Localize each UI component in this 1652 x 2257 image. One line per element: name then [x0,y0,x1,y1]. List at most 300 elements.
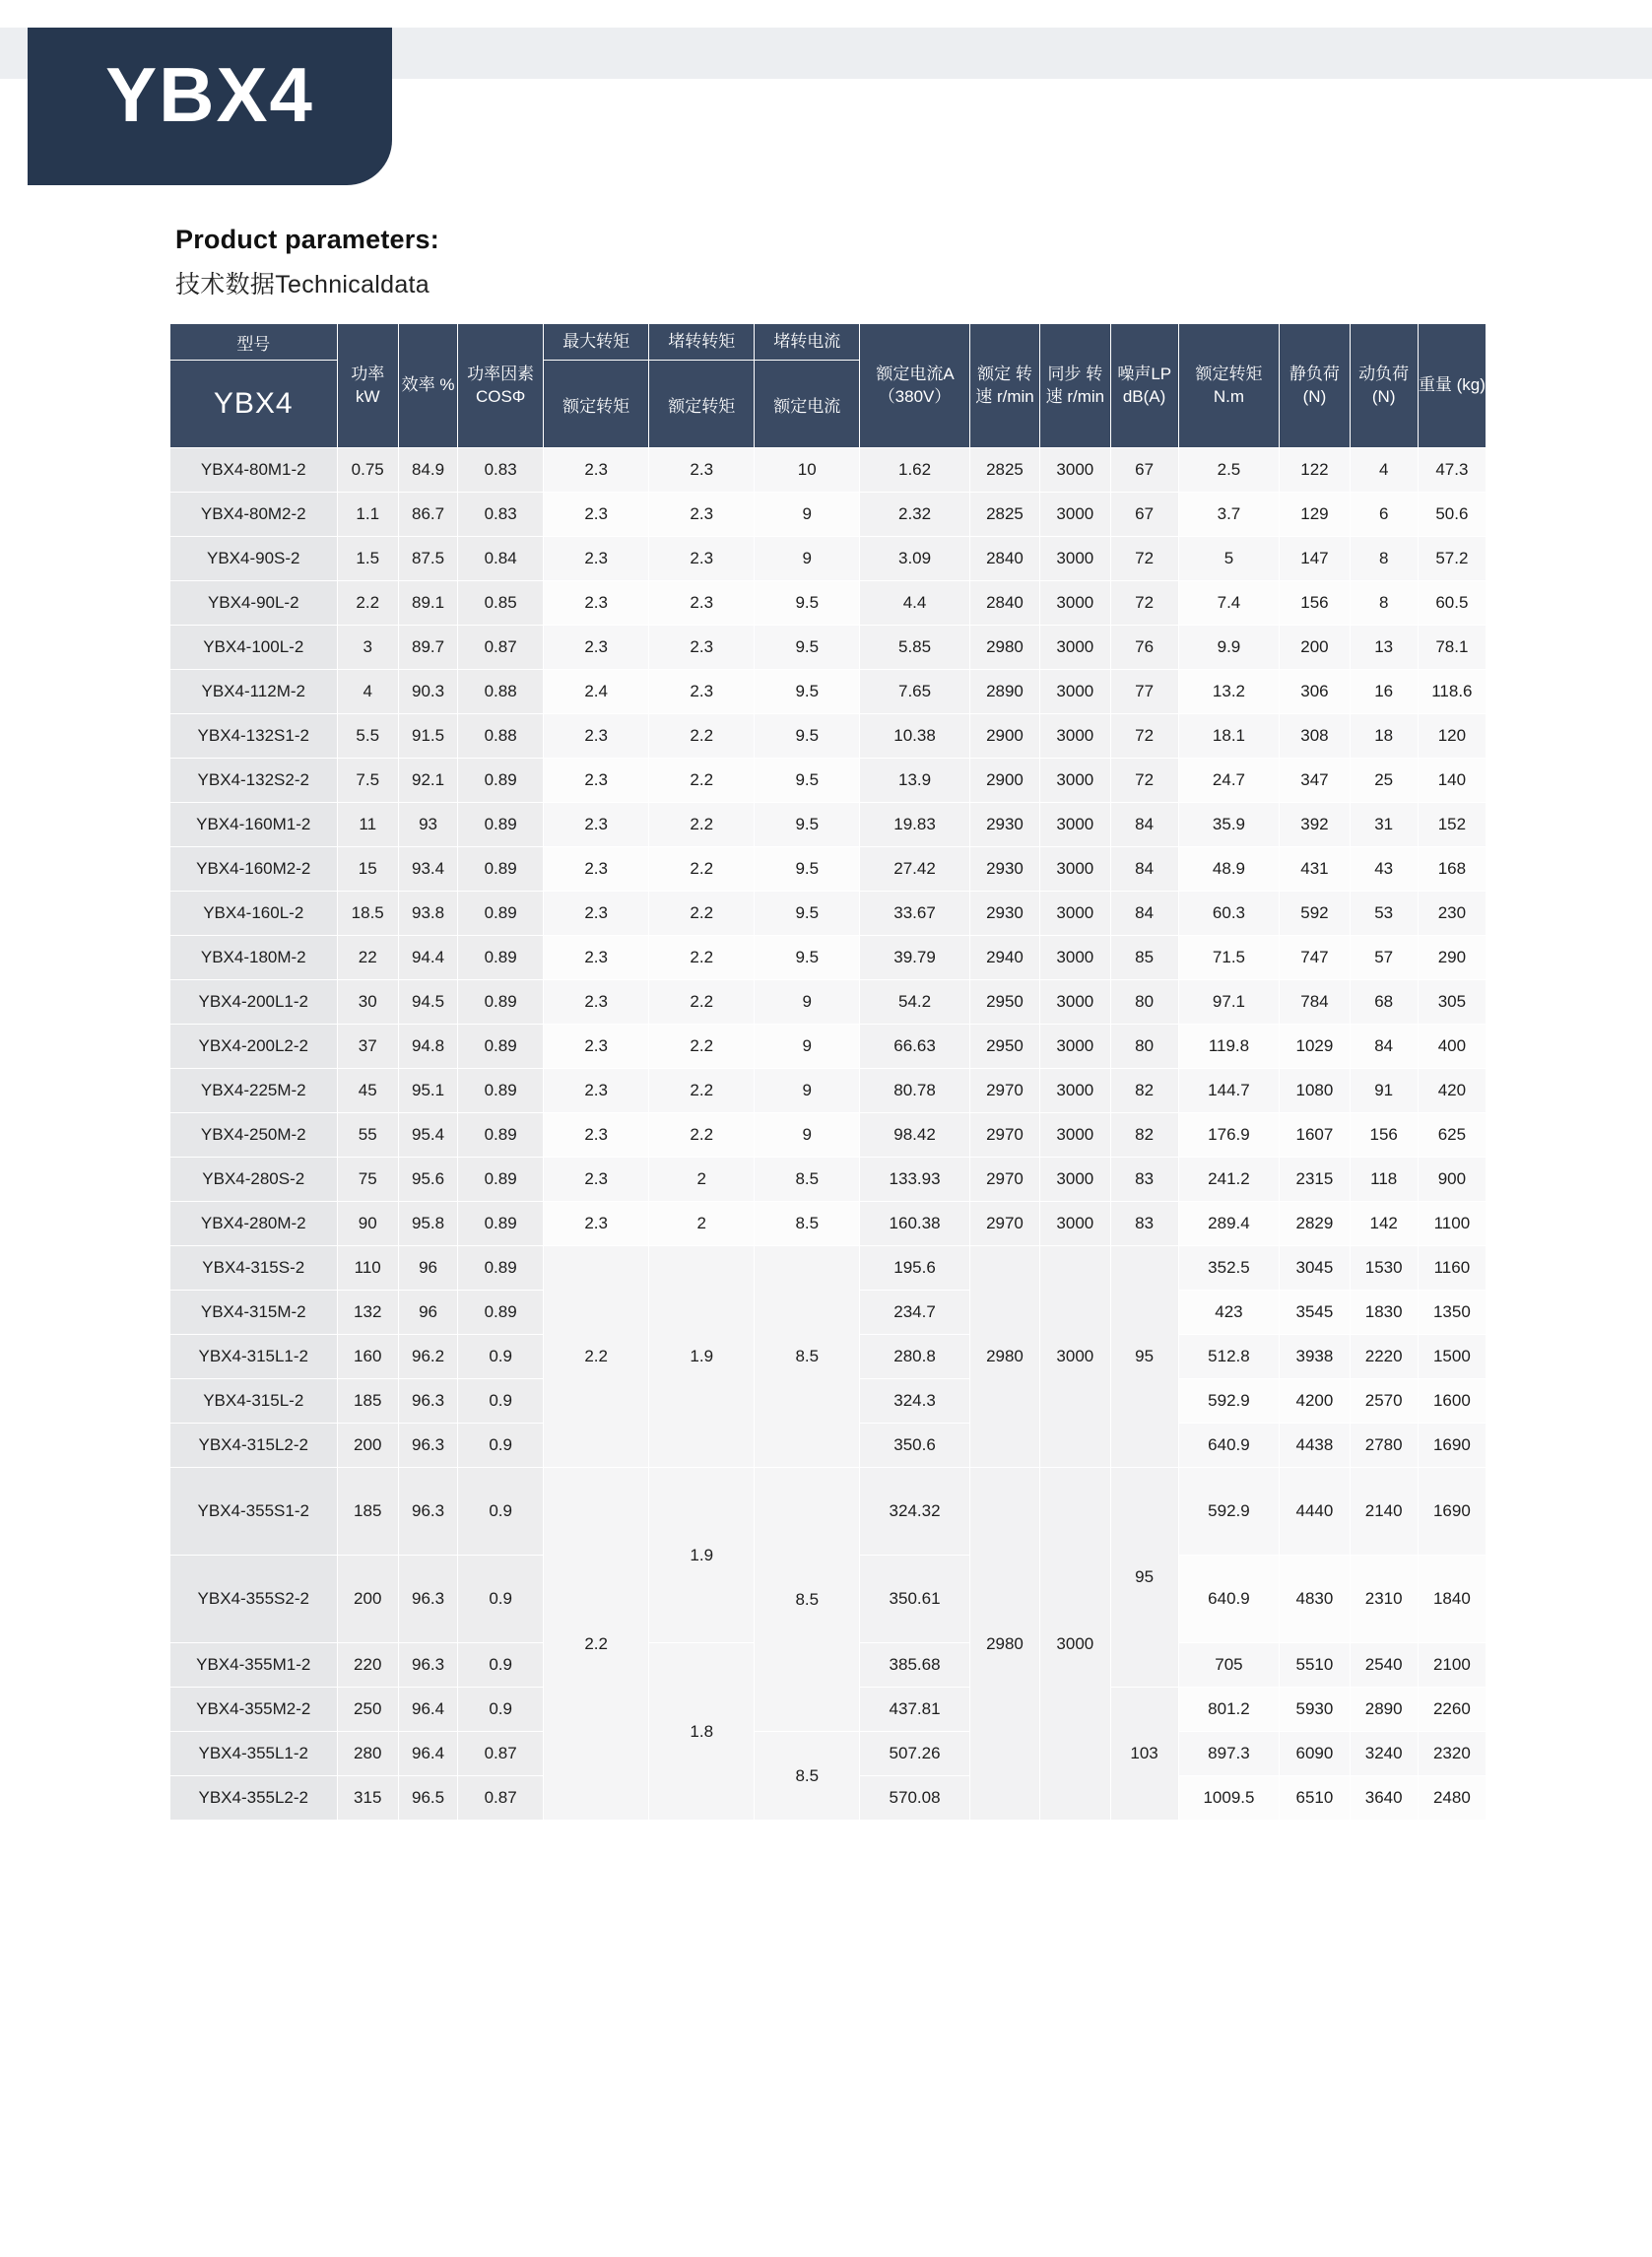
header-power-line2: kW [355,386,380,406]
cell-rpm: 2900 [969,759,1039,803]
cell-syn: 3000 [1040,581,1110,626]
cell-cos: 0.9 [458,1556,544,1643]
cell-dyn: 3640 [1350,1776,1418,1821]
cell-amp: 133.93 [860,1158,970,1202]
table-row [170,759,1487,803]
cell-tmax: 2.3 [544,847,649,892]
table-row [170,714,1487,759]
cell-syn: 3000 [1040,1202,1110,1246]
cell-eff: 89.7 [398,626,457,670]
cell-ilock: 9.5 [755,626,860,670]
cell-model: YBX4-355L1-2 [170,1732,338,1776]
cell-db: 72 [1110,581,1178,626]
cell-nm: 48.9 [1178,847,1280,892]
cell-syn: 3000 [1040,1158,1110,1202]
cell-model: YBX4-112M-2 [170,670,338,714]
header-weight-line2: (kg) [1456,375,1486,395]
cell-tlock-group-top: 1.9 [649,1468,755,1643]
cell-cos: 0.88 [458,670,544,714]
cell-wt: 47.3 [1418,448,1486,493]
cell-amp: 39.79 [860,936,970,980]
cell-amp: 570.08 [860,1776,970,1821]
cell-cos: 0.89 [458,936,544,980]
cell-stat: 2829 [1280,1202,1350,1246]
cell-amp: 437.81 [860,1688,970,1732]
cell-wt: 305 [1418,980,1486,1025]
cell-model: YBX4-225M-2 [170,1069,338,1113]
cell-nm: 13.2 [1178,670,1280,714]
cell-amp: 160.38 [860,1202,970,1246]
table-row [170,537,1487,581]
cell-kw: 5.5 [337,714,398,759]
cell-nm: 35.9 [1178,803,1280,847]
cell-dyn: 1530 [1350,1246,1418,1291]
cell-tmax: 2.3 [544,626,649,670]
cell-eff: 89.1 [398,581,457,626]
cell-stat: 784 [1280,980,1350,1025]
cell-model: YBX4-315L2-2 [170,1424,338,1468]
header-sync-speed-line2: 转速 [1045,364,1103,406]
cell-kw: 37 [337,1025,398,1069]
cell-model: YBX4-315L1-2 [170,1335,338,1379]
cell-stat: 129 [1280,493,1350,537]
cell-nm: 2.5 [1178,448,1280,493]
cell-syn-group: 3000 [1040,1468,1110,1821]
header-noise-line2: dB(A) [1122,386,1166,406]
cell-kw: 90 [337,1202,398,1246]
cell-db: 84 [1110,892,1178,936]
cell-eff: 96.2 [398,1335,457,1379]
cell-dyn: 31 [1350,803,1418,847]
cell-db: 77 [1110,670,1178,714]
cell-kw: 160 [337,1335,398,1379]
cell-amp: 54.2 [860,980,970,1025]
cell-tmax: 2.3 [544,581,649,626]
cell-amp: 33.67 [860,892,970,936]
spec-table-body [170,448,1487,1821]
cell-tmax: 2.3 [544,448,649,493]
cell-eff: 87.5 [398,537,457,581]
cell-db-group-top: 95 [1110,1468,1178,1688]
cell-tlock: 2.2 [649,1113,755,1158]
cell-amp-top: 324.32 [860,1468,970,1556]
cell-cos: 0.89 [458,759,544,803]
cell-tmax: 2.3 [544,759,649,803]
cell-syn: 3000 [1040,892,1110,936]
cell-dyn: 142 [1350,1202,1418,1246]
cell-dyn: 1830 [1350,1291,1418,1335]
cell-dyn: 84 [1350,1025,1418,1069]
cell-ilock: 9.5 [755,847,860,892]
cell-nm: 3.7 [1178,493,1280,537]
cell-cos: 0.9 [458,1643,544,1688]
cell-dyn: 2570 [1350,1379,1418,1424]
cell-eff: 91.5 [398,714,457,759]
table-row [170,1732,1487,1776]
cell-rpm: 2890 [969,670,1039,714]
cell-amp: 3.09 [860,537,970,581]
header-max-torque-sub: 额定转矩 [544,361,649,448]
cell-db: 72 [1110,759,1178,803]
cell-wt: 120 [1418,714,1486,759]
cell-ilock: 10 [755,448,860,493]
cell-tlock: 2.2 [649,803,755,847]
cell-kw: 3 [337,626,398,670]
cell-eff: 92.1 [398,759,457,803]
table-row [170,1202,1487,1246]
cell-tlock: 2.2 [649,1025,755,1069]
table-row [170,936,1487,980]
table-row [170,493,1487,537]
cell-tmax-group: 2.2 [544,1468,649,1821]
cell-cos: 0.89 [458,980,544,1025]
cell-kw: 200 [337,1556,398,1643]
cell-cos: 0.9 [458,1379,544,1424]
cell-dyn: 118 [1350,1158,1418,1202]
cell-syn-group: 3000 [1040,1246,1110,1468]
cell-amp: 234.7 [860,1291,970,1335]
cell-stat: 5930 [1280,1688,1350,1732]
cell-rpm: 2840 [969,581,1039,626]
cell-syn: 3000 [1040,847,1110,892]
cell-model: YBX4-100L-2 [170,626,338,670]
cell-syn: 3000 [1040,1113,1110,1158]
cell-ilock: 9 [755,1025,860,1069]
cell-nm: 176.9 [1178,1113,1280,1158]
cell-stat: 2315 [1280,1158,1350,1202]
cell-nm: 18.1 [1178,714,1280,759]
cell-wt: 1690 [1418,1468,1486,1556]
cell-db: 84 [1110,847,1178,892]
cell-eff: 96 [398,1291,457,1335]
cell-model: YBX4-90L-2 [170,581,338,626]
cell-rpm: 2930 [969,892,1039,936]
cell-cos: 0.89 [458,1158,544,1202]
cell-syn: 3000 [1040,803,1110,847]
cell-tmax: 2.3 [544,1069,649,1113]
header-rated-current [860,324,970,448]
cell-nm: 640.9 [1178,1424,1280,1468]
cell-tmax: 2.3 [544,1202,649,1246]
cell-dyn: 2780 [1350,1424,1418,1468]
cell-wt: 2320 [1418,1732,1486,1776]
cell-amp: 324.3 [860,1379,970,1424]
cell-db: 72 [1110,537,1178,581]
cell-wt: 1500 [1418,1335,1486,1379]
cell-eff: 96.3 [398,1468,457,1556]
cell-eff: 96.4 [398,1732,457,1776]
cell-ilock: 9 [755,1113,860,1158]
cell-eff: 84.9 [398,448,457,493]
header-static-load-line2: (N) [1302,386,1327,406]
table-row [170,1158,1487,1202]
cell-tmax: 2.3 [544,803,649,847]
cell-syn: 3000 [1040,759,1110,803]
cell-nm: 5 [1178,537,1280,581]
cell-ilock: 9.5 [755,581,860,626]
cell-kw: 1.5 [337,537,398,581]
cell-eff: 96.3 [398,1643,457,1688]
header-locked-torque-sub: 额定转矩 [649,361,755,448]
cell-eff: 95.8 [398,1202,457,1246]
cell-cos: 0.84 [458,537,544,581]
cell-db: 76 [1110,626,1178,670]
cell-db: 72 [1110,714,1178,759]
cell-eff: 96.3 [398,1379,457,1424]
table-row [170,1113,1487,1158]
cell-wt: 1160 [1418,1246,1486,1291]
cell-cos: 0.83 [458,448,544,493]
cell-syn: 3000 [1040,1025,1110,1069]
header-model-top: 型号 [170,324,338,361]
header-dynamic-load-line2: (N) [1371,386,1396,406]
cell-stat: 3938 [1280,1335,1350,1379]
header-rated-current-line2: （380V） [878,386,952,406]
cell-dyn: 156 [1350,1113,1418,1158]
cell-rpm-group: 2980 [969,1246,1039,1468]
cell-kw: 280 [337,1732,398,1776]
cell-wt: 625 [1418,1113,1486,1158]
cell-nm: 71.5 [1178,936,1280,980]
cell-syn: 3000 [1040,936,1110,980]
cell-wt: 420 [1418,1069,1486,1113]
cell-eff: 94.4 [398,936,457,980]
cell-rpm: 2970 [969,1069,1039,1113]
cell-model: YBX4-160M2-2 [170,847,338,892]
cell-ilock: 9.5 [755,803,860,847]
cell-stat: 6090 [1280,1732,1350,1776]
cell-stat: 200 [1280,626,1350,670]
cell-nm: 423 [1178,1291,1280,1335]
header-efficiency-line1: 效率 [401,375,435,395]
cell-rpm: 2930 [969,847,1039,892]
page-title: Product parameters: [175,225,439,254]
cell-syn: 3000 [1040,448,1110,493]
header-noise [1110,324,1178,448]
spec-table-head [170,324,1487,448]
cell-stat: 1080 [1280,1069,1350,1113]
cell-ilock-group: 8.5 [755,1246,860,1468]
cell-wt: 50.6 [1418,493,1486,537]
cell-eff: 96.4 [398,1688,457,1732]
cell-tlock: 2.3 [649,670,755,714]
cell-db: 84 [1110,803,1178,847]
cell-kw: 30 [337,980,398,1025]
cell-stat: 1607 [1280,1113,1350,1158]
cell-tlock: 2 [649,1158,755,1202]
cell-cos: 0.9 [458,1424,544,1468]
cell-kw: 1.1 [337,493,398,537]
spec-table [169,323,1487,1821]
cell-ilock: 8.5 [755,1158,860,1202]
cell-tlock: 2.3 [649,448,755,493]
cell-dyn: 2140 [1350,1468,1418,1556]
table-row [170,1069,1487,1113]
cell-stat: 306 [1280,670,1350,714]
cell-nm: 352.5 [1178,1246,1280,1291]
cell-model: YBX4-355S1-2 [170,1468,338,1556]
cell-kw: 110 [337,1246,398,1291]
cell-cos: 0.9 [458,1688,544,1732]
cell-cos: 0.89 [458,1113,544,1158]
cell-tlock: 2.2 [649,847,755,892]
cell-rpm: 2900 [969,714,1039,759]
cell-db-group-bottom: 103 [1110,1688,1178,1821]
cell-wt: 2260 [1418,1688,1486,1732]
cell-kw: 0.75 [337,448,398,493]
cell-model: YBX4-80M1-2 [170,448,338,493]
cell-eff: 95.1 [398,1069,457,1113]
cell-kw: 200 [337,1424,398,1468]
cell-rpm-group: 2980 [969,1468,1039,1821]
cell-syn: 3000 [1040,714,1110,759]
cell-tlock: 2.2 [649,936,755,980]
cell-nm: 144.7 [1178,1069,1280,1113]
header-sync-speed [1040,324,1110,448]
page-subtitle: 技术数据Technicaldata [175,271,430,299]
cell-model: YBX4-315L-2 [170,1379,338,1424]
cell-tlock-group-bottom: 1.8 [649,1643,755,1821]
cell-stat: 3545 [1280,1291,1350,1335]
cell-eff: 96.5 [398,1776,457,1821]
cell-wt: 1840 [1418,1556,1486,1643]
cell-cos: 0.89 [458,1069,544,1113]
cell-tlock: 2.2 [649,714,755,759]
cell-db: 83 [1110,1158,1178,1202]
cell-eff: 93.8 [398,892,457,936]
cell-model: YBX4-250M-2 [170,1113,338,1158]
header-dynamic-load-line1: 动负荷 [1358,364,1410,383]
cell-model: YBX4-160L-2 [170,892,338,936]
cell-tmax-group: 2.2 [544,1246,649,1468]
cell-wt: 2100 [1418,1643,1486,1688]
cell-stat: 6510 [1280,1776,1350,1821]
cell-tmax: 2.3 [544,980,649,1025]
header-rated-speed [969,324,1039,448]
cell-tmax: 2.3 [544,1158,649,1202]
cell-rpm: 2950 [969,1025,1039,1069]
cell-kw: 185 [337,1379,398,1424]
cell-kw: 7.5 [337,759,398,803]
cell-stat: 5510 [1280,1643,1350,1688]
cell-kw: 315 [337,1776,398,1821]
cell-tlock: 2.2 [649,1069,755,1113]
header-dynamic-load [1350,324,1418,448]
cell-tmax: 2.4 [544,670,649,714]
header-locked-torque-title: 堵转转矩 [649,324,755,361]
cell-syn: 3000 [1040,537,1110,581]
cell-dyn: 68 [1350,980,1418,1025]
cell-eff: 86.7 [398,493,457,537]
cell-dyn: 2310 [1350,1556,1418,1643]
cell-cos: 0.85 [458,581,544,626]
header-power-factor-line2: COSΦ [475,386,526,406]
cell-eff: 93.4 [398,847,457,892]
cell-model: YBX4-355L2-2 [170,1776,338,1821]
cell-amp: 1.62 [860,448,970,493]
cell-amp: 66.63 [860,1025,970,1069]
cell-ilock: 9.5 [755,759,860,803]
cell-nm: 592.9 [1178,1379,1280,1424]
cell-stat: 347 [1280,759,1350,803]
cell-wt: 1600 [1418,1379,1486,1424]
header-power-factor [458,324,544,448]
cell-nm: 7.4 [1178,581,1280,626]
cell-rpm: 2840 [969,537,1039,581]
cell-amp: 4.4 [860,581,970,626]
cell-model: YBX4-200L2-2 [170,1025,338,1069]
header-static-load-line1: 静负荷 [1289,364,1340,383]
table-row [170,980,1487,1025]
cell-rpm: 2825 [969,493,1039,537]
header-rated-speed-line3: r/min [996,386,1034,406]
cell-stat: 431 [1280,847,1350,892]
cell-ilock: 9 [755,537,860,581]
cell-dyn: 53 [1350,892,1418,936]
cell-nm: 24.7 [1178,759,1280,803]
cell-tmax: 2.3 [544,1025,649,1069]
cell-wt: 900 [1418,1158,1486,1202]
cell-stat: 156 [1280,581,1350,626]
cell-kw: 2.2 [337,581,398,626]
cell-wt: 400 [1418,1025,1486,1069]
cell-rpm: 2970 [969,1202,1039,1246]
cell-ilock-group: 8.5 [755,1468,860,1732]
cell-wt: 140 [1418,759,1486,803]
cell-nm: 592.9 [1178,1468,1280,1556]
cell-amp: 80.78 [860,1069,970,1113]
cell-cos: 0.89 [458,1025,544,1069]
cell-dyn: 16 [1350,670,1418,714]
cell-dyn: 8 [1350,537,1418,581]
cell-rpm: 2980 [969,626,1039,670]
cell-stat: 4830 [1280,1556,1350,1643]
cell-amp: 19.83 [860,803,970,847]
cell-nm: 512.8 [1178,1335,1280,1379]
cell-dyn: 8 [1350,581,1418,626]
cell-nm: 9.9 [1178,626,1280,670]
header-power-factor-line1: 功率因素 [467,364,535,383]
cell-rpm: 2930 [969,803,1039,847]
cell-stat: 308 [1280,714,1350,759]
cell-stat: 747 [1280,936,1350,980]
cell-cos: 0.89 [458,892,544,936]
header-noise-line1: 噪声LP [1117,364,1171,383]
cell-dyn: 4 [1350,448,1418,493]
cell-stat: 1029 [1280,1025,1350,1069]
cell-kw: 55 [337,1113,398,1158]
header-rated-torque-line1: 额定转矩 [1195,364,1263,383]
cell-wt: 2480 [1418,1776,1486,1821]
cell-eff: 95.4 [398,1113,457,1158]
cell-amp: 27.42 [860,847,970,892]
cell-stat: 392 [1280,803,1350,847]
cell-ilock: 9.5 [755,714,860,759]
cell-dyn: 25 [1350,759,1418,803]
cell-nm: 897.3 [1178,1732,1280,1776]
cell-dyn: 6 [1350,493,1418,537]
cell-eff: 90.3 [398,670,457,714]
header-sync-speed-line3: r/min [1067,386,1105,406]
cell-tlock: 2.3 [649,626,755,670]
header-weight [1418,324,1486,448]
cell-eff: 96.3 [398,1424,457,1468]
cell-tlock: 2.3 [649,493,755,537]
table-row [170,626,1487,670]
cell-eff: 95.6 [398,1158,457,1202]
cell-model: YBX4-80M2-2 [170,493,338,537]
cell-model: YBX4-132S1-2 [170,714,338,759]
